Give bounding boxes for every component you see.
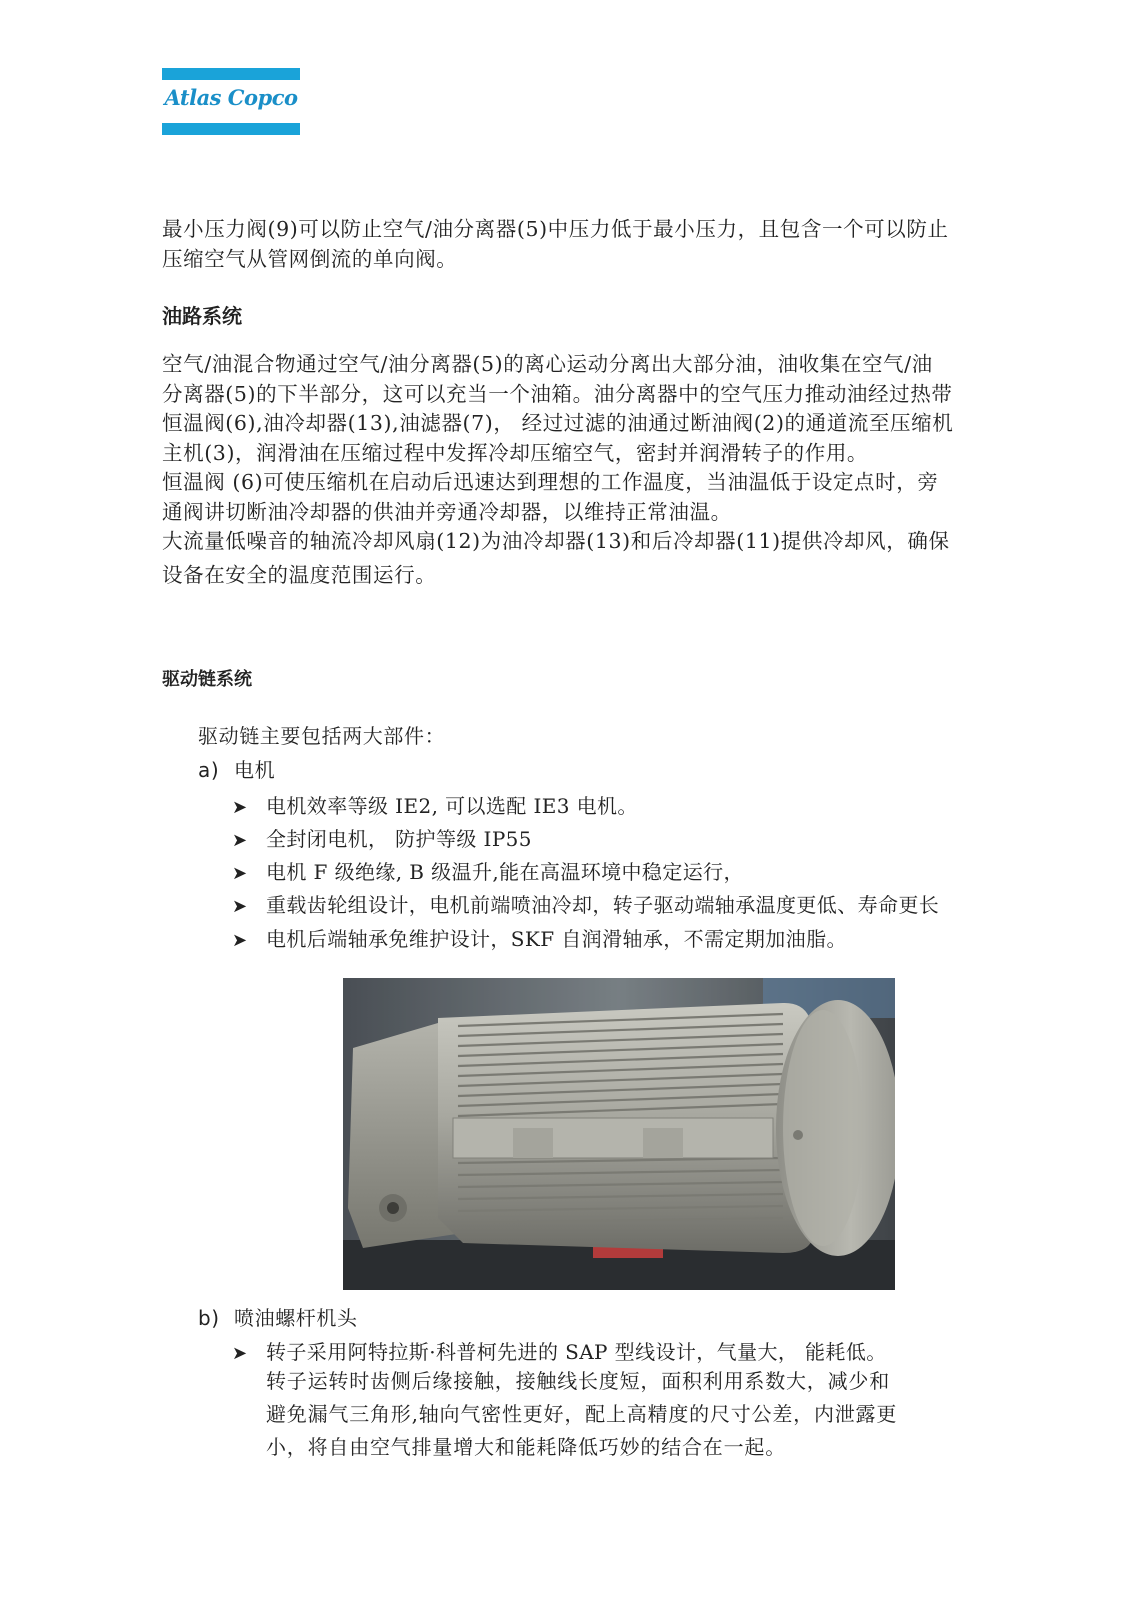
part-a-label: a) xyxy=(198,758,220,782)
arrowhead-bullet-icon: ➤ xyxy=(232,830,248,851)
part-b-title: 喷油螺杆机头 xyxy=(234,1306,358,1330)
arrowhead-bullet-icon: ➤ xyxy=(232,797,248,818)
airend-continuation-line: 转子运转时齿侧后缘接触，接触线长度短，面积利用系数大，减少和 xyxy=(266,1369,890,1393)
part-a-heading xyxy=(198,754,275,783)
airend-bullet xyxy=(232,1336,887,1365)
oil-line: 分离器(5)的下半部分，这可以充当一个油箱。油分离器中的空气压力推动油经过热带 xyxy=(162,381,953,406)
oil-line: 空气/油混合物通过空气/油分离器(5)的离心运动分离出大部分油，油收集在空气/油 xyxy=(162,352,933,376)
oil-line: 主机(3)，润滑油在压缩过程中发挥冷却压缩空气，密封并润滑转子的作用。 xyxy=(162,440,869,465)
arrowhead-bullet-icon: ➤ xyxy=(232,863,248,884)
motor-bullet-text: 重载齿轮组设计，电机前端喷油冷却，转子驱动端轴承温度更低、寿命更长 xyxy=(266,893,940,917)
atlas-copco-logo xyxy=(162,68,300,135)
intro-line: 压缩空气从管网倒流的单向阀。 xyxy=(162,247,458,271)
motor-bullet xyxy=(232,790,638,819)
intro-line: 最小压力阀(9)可以防止空气/油分离器(5)中压力低于最小压力，且包含一个可以防止 xyxy=(162,217,949,241)
airend-continuation xyxy=(266,1365,897,1464)
motor-bullet xyxy=(232,856,744,885)
oil-line: 通阀讲切断油冷却器的供油并旁通冷却器，以维持正常油温。 xyxy=(162,499,732,524)
oil-line: 恒温阀 (6)可使压缩机在启动后迅速达到理想的工作温度，当油温低于设定点时，旁 xyxy=(162,470,939,494)
oil-section-paragraph xyxy=(162,350,1022,590)
drive-section-lead: 驱动链主要包括两大部件： xyxy=(198,724,446,748)
oil-line: 恒温阀(6),油冷却器(13),油滤器(7)， 经过过滤的油通过断油阀(2)的通道流至压缩机 xyxy=(162,411,954,435)
arrowhead-bullet-icon: ➤ xyxy=(232,896,248,917)
oil-line: 设备在安全的温度范围运行。 xyxy=(162,562,437,587)
motor-bullet xyxy=(232,823,532,852)
part-a-title: 电机 xyxy=(234,758,276,782)
motor-bullet-text: 电机 F 级绝缘, B 级温升,能在高温环境中稳定运行， xyxy=(266,860,744,884)
drive-section-heading: 驱动链系统 xyxy=(162,669,252,690)
oil-line: 大流量低噪音的轴流冷却风扇(12)为油冷却器(13)和后冷却器(11)提供冷却风，确保 xyxy=(162,529,950,553)
motor-bullet-text: 电机后端轴承免维护设计，SKF 自润滑轴承，不需定期加油脂。 xyxy=(266,927,847,951)
logo-top-bar xyxy=(162,68,300,80)
electric-motor-photo xyxy=(343,978,895,1290)
oil-section-heading: 油路系统 xyxy=(162,304,242,328)
motor-bullet-text: 电机效率等级 IE2, 可以选配 IE3 电机。 xyxy=(266,794,638,818)
airend-continuation-line: 小，将自由空气排量增大和能耗降低巧妙的结合在一起。 xyxy=(266,1435,786,1459)
logo-bottom-bar xyxy=(162,123,300,135)
intro-paragraph xyxy=(162,214,1022,274)
arrowhead-bullet-icon: ➤ xyxy=(232,930,248,951)
part-b-heading xyxy=(198,1302,358,1331)
airend-continuation-line: 避免漏气三角形,轴向气密性更好，配上高精度的尺寸公差，内泄露更 xyxy=(266,1402,898,1426)
motor-bullet xyxy=(232,889,939,918)
logo-wordmark: Atlas Copco xyxy=(164,85,298,110)
motor-bullet xyxy=(232,923,847,952)
airend-bullet-text: 转子采用阿特拉斯·科普柯先进的 SAP 型线设计，气量大， 能耗低。 xyxy=(266,1340,887,1364)
motor-bullet-text: 全封闭电机， 防护等级 IP55 xyxy=(266,827,532,851)
part-b-label: b) xyxy=(198,1306,220,1330)
arrowhead-bullet-icon: ➤ xyxy=(232,1343,248,1364)
motor-illustration xyxy=(343,978,895,1290)
